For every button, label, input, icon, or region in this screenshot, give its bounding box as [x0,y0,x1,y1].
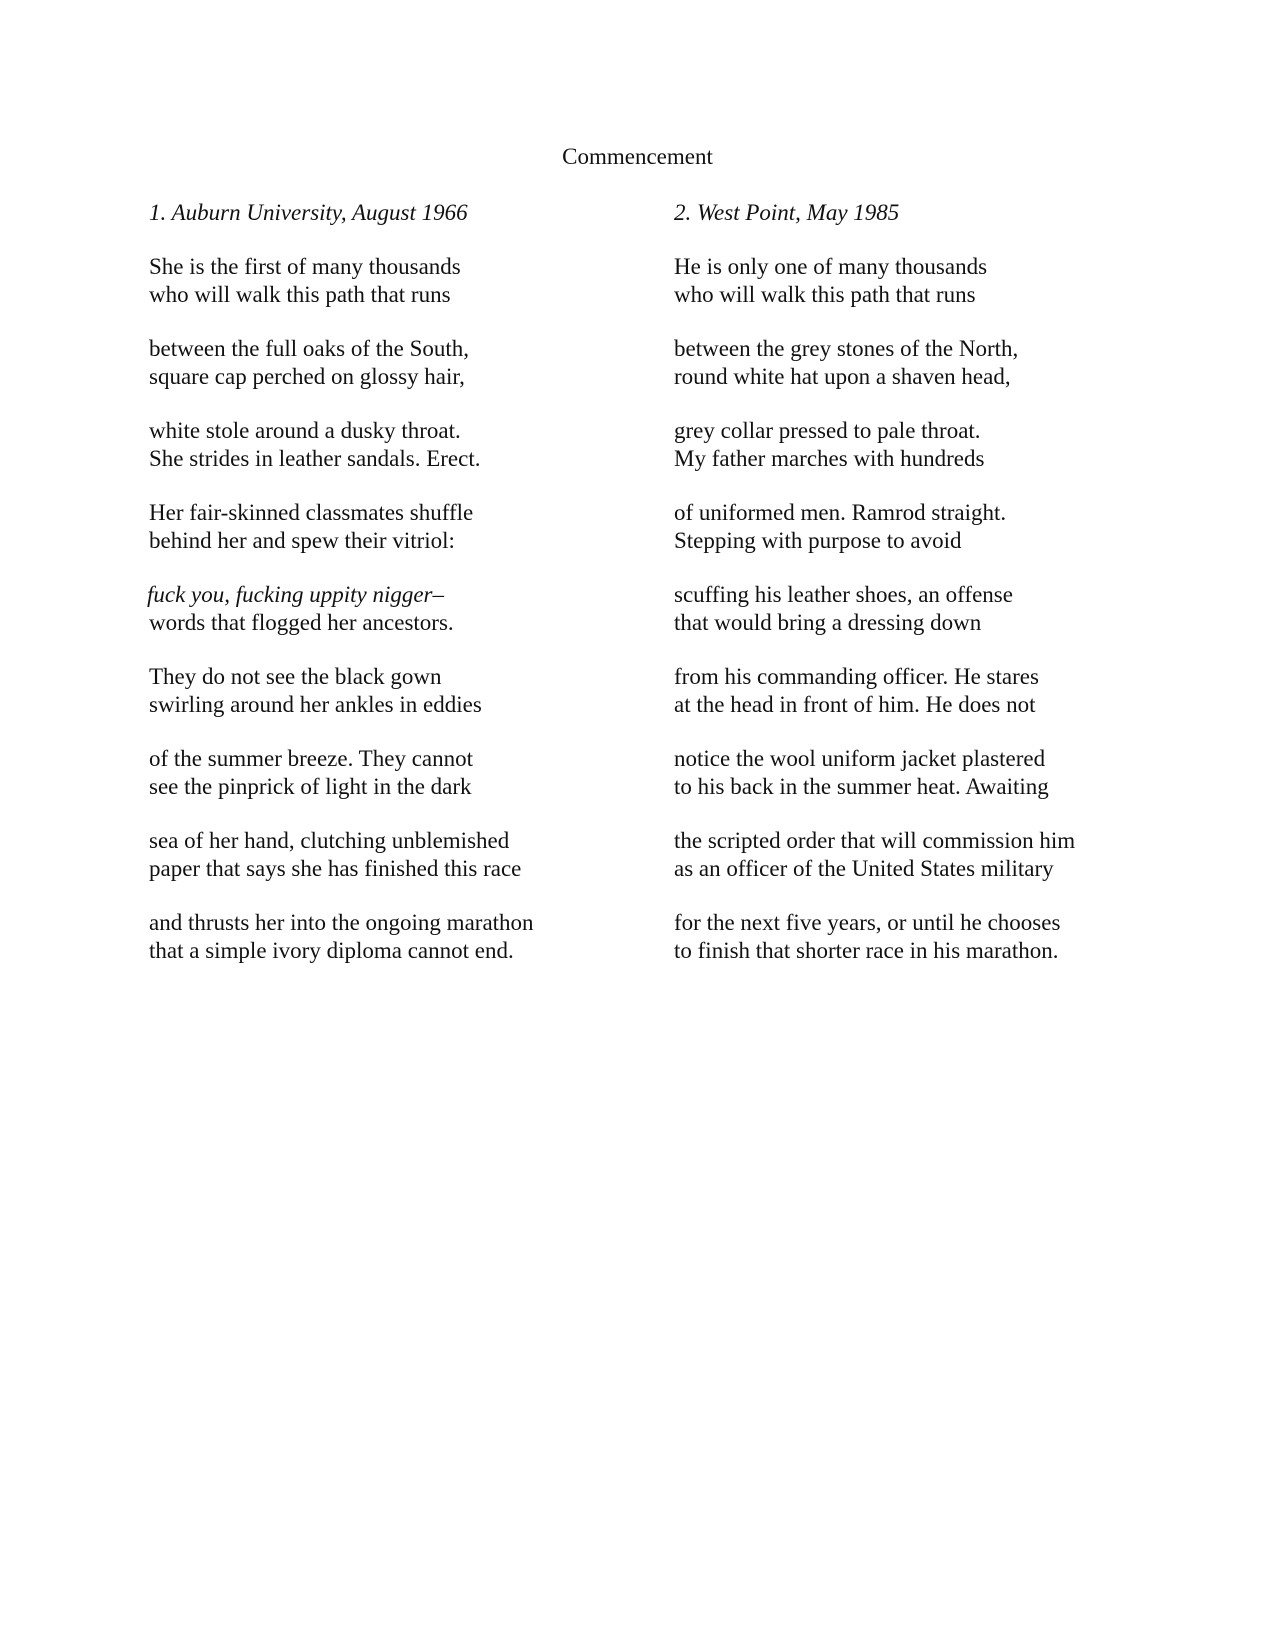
poem-line: between the grey stones of the North, [674,336,1019,361]
stanza [149,909,649,965]
poem-line: words that flogged her ancestors. [149,610,454,635]
stanza [674,827,1234,883]
poem-line: that would bring a dressing down [674,610,982,635]
poem-line: of uniformed men. Ramrod straight. [674,500,1007,525]
poem-line: She strides in leather sandals. Erect. [149,446,481,471]
stanza [149,499,649,555]
stanza [674,499,1234,555]
stanza [674,335,1234,391]
stanza [674,745,1234,801]
stanza [149,827,649,883]
poem-line: Her fair-skinned classmates shuffle [149,500,474,525]
section-heading-west-point: 2. West Point, May 1985 [674,200,900,225]
poem-line: at the head in front of him. He does not [674,692,1036,717]
poem-line: She is the first of many thousands [149,254,461,279]
poem-line: and thrusts her into the ongoing marathon [149,910,534,935]
poem-line: that a simple ivory diploma cannot end. [149,938,514,963]
poem-line: square cap perched on glossy hair, [149,364,465,389]
stanza [674,253,1234,309]
poem-line: round white hat upon a shaven head, [674,364,1011,389]
poem-line: of the summer breeze. They cannot [149,746,473,771]
poem-line: white stole around a dusky throat. [149,418,461,443]
poem-line: as an officer of the United States military [674,856,1054,881]
poem-line: the scripted order that will commission him [674,828,1076,853]
poem-line: who will walk this path that runs [674,282,976,307]
poem-line: to finish that shorter race in his marathon. [674,938,1059,963]
poem-line: between the full oaks of the South, [149,336,470,361]
right-column [674,199,1234,991]
poem-line: My father marches with hundreds [674,446,985,471]
poem-line: who will walk this path that runs [149,282,451,307]
poem-title: Commencement [562,144,713,169]
section-heading-auburn: 1. Auburn University, August 1966 [149,200,468,225]
poem-line: to his back in the summer heat. Awaiting [674,774,1049,799]
poem-line: paper that says she has finished this race [149,856,522,881]
poem-line: swirling around her ankles in eddies [149,692,482,717]
stanza [149,335,649,391]
stanza [674,581,1234,637]
stanza [149,745,649,801]
poem-line: Stepping with purpose to avoid [674,528,962,553]
stanza [674,909,1234,965]
poem-line: They do not see the black gown [149,664,442,689]
stanza [149,417,649,473]
poem-line: notice the wool uniform jacket plastered [674,746,1046,771]
poem-line: grey collar pressed to pale throat. [674,418,981,443]
stanza [674,663,1234,719]
poem-line-italic: fuck you, fucking uppity nigger– [147,582,445,607]
poem-line: sea of her hand, clutching unblemished [149,828,510,853]
stanza [149,253,649,309]
poem-line: scuffing his leather shoes, an offense [674,582,1013,607]
stanza [674,417,1234,473]
poem-line: behind her and spew their vitriol: [149,528,455,553]
poem-line: see the pinprick of light in the dark [149,774,472,799]
poem-line: for the next five years, or until he chooses [674,910,1061,935]
poem-line: He is only one of many thousands [674,254,988,279]
stanza [149,663,649,719]
stanza [149,581,649,637]
poem-line: from his commanding officer. He stares [674,664,1039,689]
left-column [149,199,649,991]
